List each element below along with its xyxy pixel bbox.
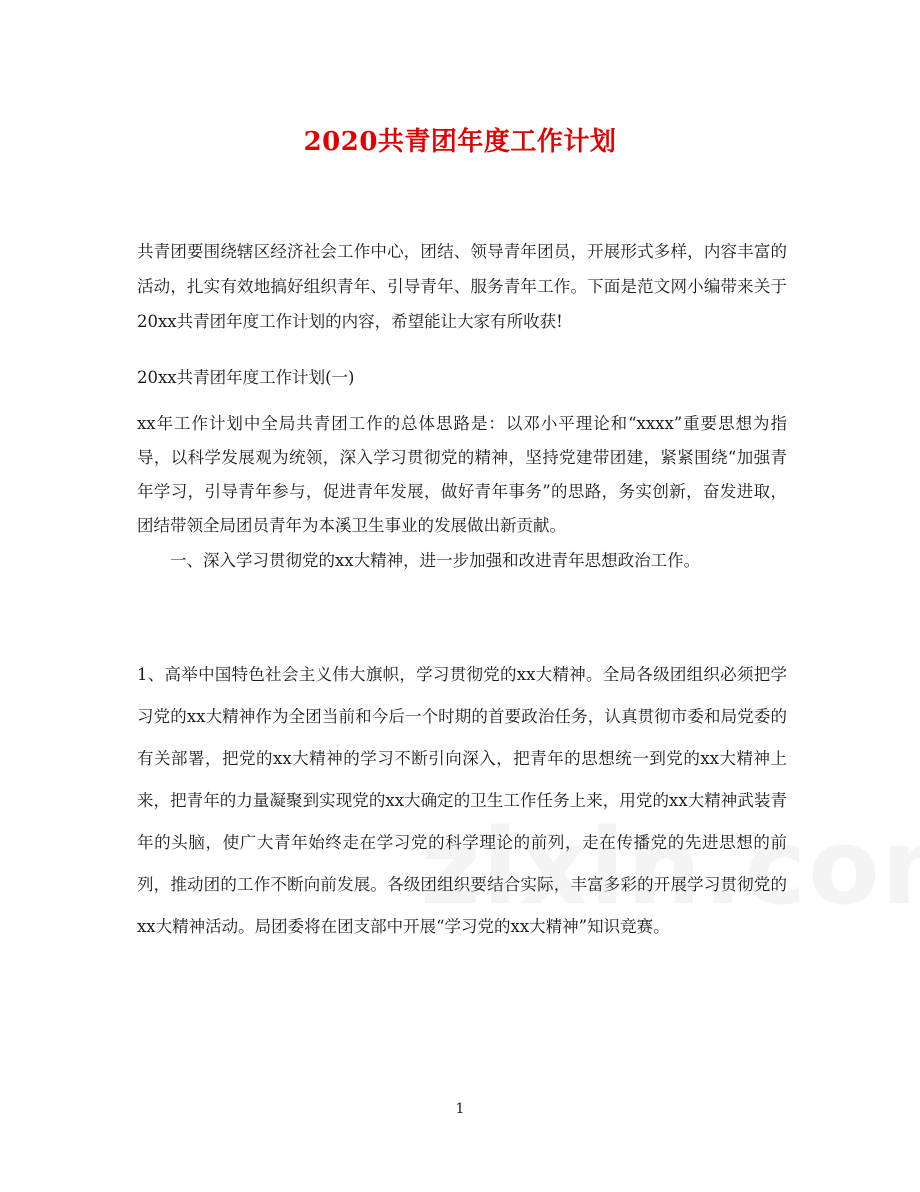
document-title: 2020共青团年度工作计划 xyxy=(303,127,617,157)
body-paragraph-1: xx年工作计划中全局共青团工作的总体思路是：以邓小平理论和“xxxx”重要思想为指导，以科学发展观为统领，深入学习贯彻党的精神，坚持党建带团建，紧紧围绕“加强青年学习，引导青年参与，促进青年发展，做好青年事务”的思路，务实创新，奋发进取，团结带领全局团员青年为本溪卫生事业的发展做出新贡献。 xyxy=(137,414,787,535)
page-number: 1 xyxy=(455,1101,465,1117)
body-paragraph-2: 1、高举中国特色社会主义伟大旗帜，学习贯彻党的xx大精神。全局各级团组织必须把学习党的xx大精神作为全团当前和今后一个时期的首要政治任务，认真贯彻市委和局党委的有关部署，把党的xx大精神的学习不断引向深入，把青年的思想统一到党的xx大精神上来，把青年的力量凝聚到实现党的xx大确定的卫生工作任务上来，用党的xx大精神武装青年的头脑，使广大青年始终走在学习党的科学理论的前列，走在传播党的先进思想的前列，推动团的工作不断向前发展。各级团组织要结合实际，丰富多彩的开展学习贯彻党的xx大精神活动。局团委将在团支部中开展“学习党的xx大精神”知识竞赛。 xyxy=(137,665,787,936)
section-heading-1: 一、深入学习贯彻党的xx大精神，进一步加强和改进青年思想政治工作。 xyxy=(170,551,701,570)
intro-paragraph: 共青团要围绕辖区经济社会工作中心，团结、领导青年团员，开展形式多样，内容丰富的活动，扎实有效地搞好组织青年、引导青年、服务青年工作。下面是范文网小编带来关于20xx共青团年度工作计划的内容，希望能让大家有所收获! xyxy=(137,242,787,331)
subtitle-one: 20xx共青团年度工作计划(一) xyxy=(137,368,355,387)
